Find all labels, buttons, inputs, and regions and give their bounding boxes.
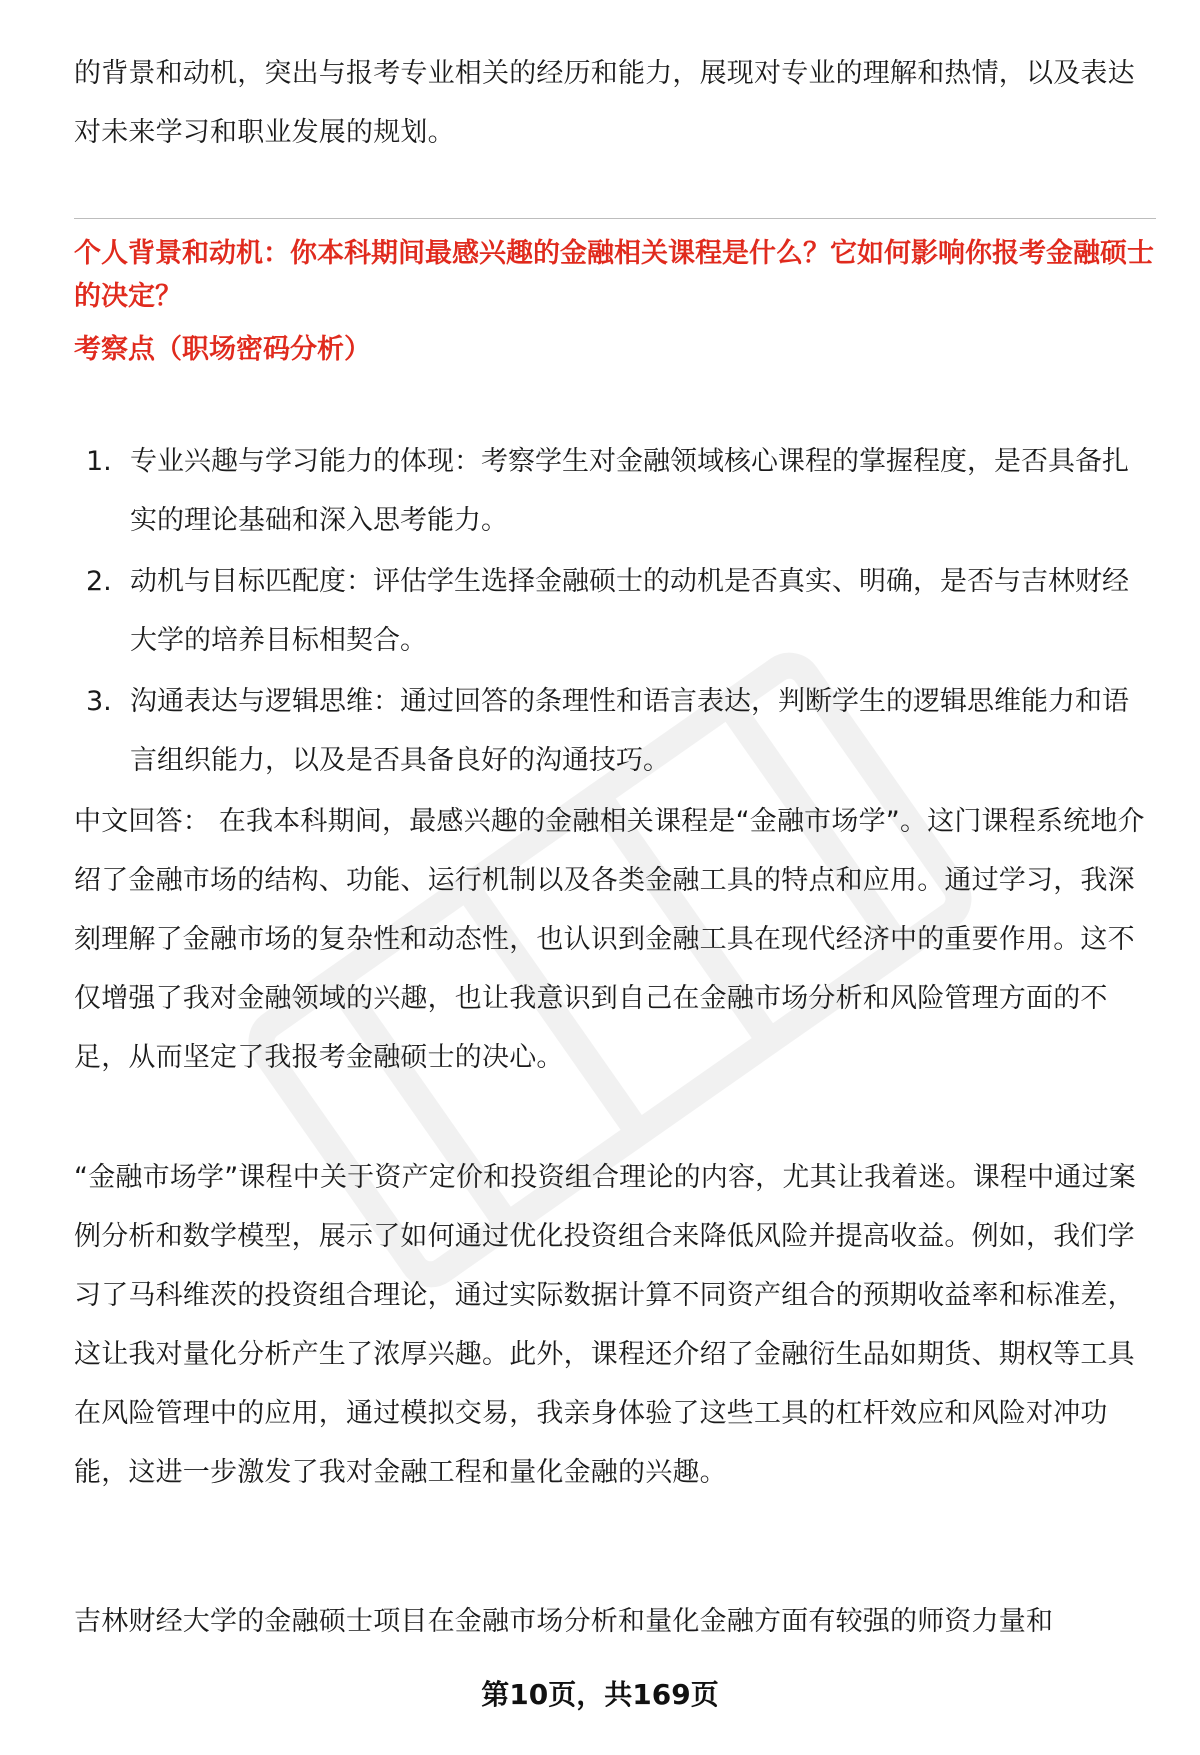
assessment-subtitle: 考察点（职场密码分析） (74, 334, 371, 365)
answer-paragraph: “金融市场学”课程中关于资产定价和投资组合理论的内容，尤其让我着迷。课程中通过案例分析和数学模型，展示了如何通过优化投资组合来降低风险并提高收益。例如，我们学习了马科维茨的投资组合理论，通过实际数据计算不同资产组合的预期收益率和标准差，这让我对量化分析产生了浓厚兴趣。此外，课程还介绍了金融衍生品如期货、期权等工具在风险管理中的应用，通过模拟交易，我亲身体验了这些工具的杠杆效应和风险对冲功能，这进一步激发了我对金融工程和量化金融的兴趣。 (74, 1162, 1136, 1488)
list-item-number: 3. (86, 686, 112, 717)
list-item-text: 沟通表达与逻辑思维：通过回答的条理性和语言表达，判断学生的逻辑思维能力和语言组织能力，以及是否具备良好的沟通技巧。 (130, 686, 1129, 776)
intro-paragraph: 的背景和动机，突出与报考专业相关的经历和能力，展现对专业的理解和热情，以及表达对未来学习和职业发展的规划。 (74, 58, 1135, 148)
assessment-points-list (74, 432, 1154, 792)
answer-paragraph: 吉林财经大学的金融硕士项目在金融市场分析和量化金融方面有较强的师资力量和 (74, 1606, 1054, 1637)
list-item (74, 672, 1154, 790)
list-item-text: 专业兴趣与学习能力的体现：考察学生对金融领域核心课程的掌握程度，是否具备扎实的理论基础和深入思考能力。 (130, 446, 1129, 536)
section-divider (74, 218, 1156, 219)
list-item (74, 432, 1154, 550)
list-item-number: 1. (86, 446, 112, 477)
page-number: 第10页，共169页 (481, 1678, 719, 1711)
list-item-text: 动机与目标匹配度：评估学生选择金融硕士的动机是否真实、明确，是否与吉林财经大学的培养目标相契合。 (130, 566, 1129, 656)
answer-paragraph: 中文回答： 在我本科期间，最感兴趣的金融相关课程是“金融市场学”。这门课程系统地介绍了金融市场的结构、功能、运行机制以及各类金融工具的特点和应用。通过学习，我深刻理解了金融市场的复杂性和动态性，也认识到金融工具在现代经济中的重要作用。这不仅增强了我对金融领域的兴趣，也让我意识到自己在金融市场分析和风险管理方面的不足，从而坚定了我报考金融硕士的决心。 (74, 806, 1145, 1073)
question-title: 个人背景和动机：你本科期间最感兴趣的金融相关课程是什么？它如何影响你报考金融硕士的决定？ (74, 238, 1154, 312)
list-item (74, 552, 1154, 670)
list-item-number: 2. (86, 566, 112, 597)
